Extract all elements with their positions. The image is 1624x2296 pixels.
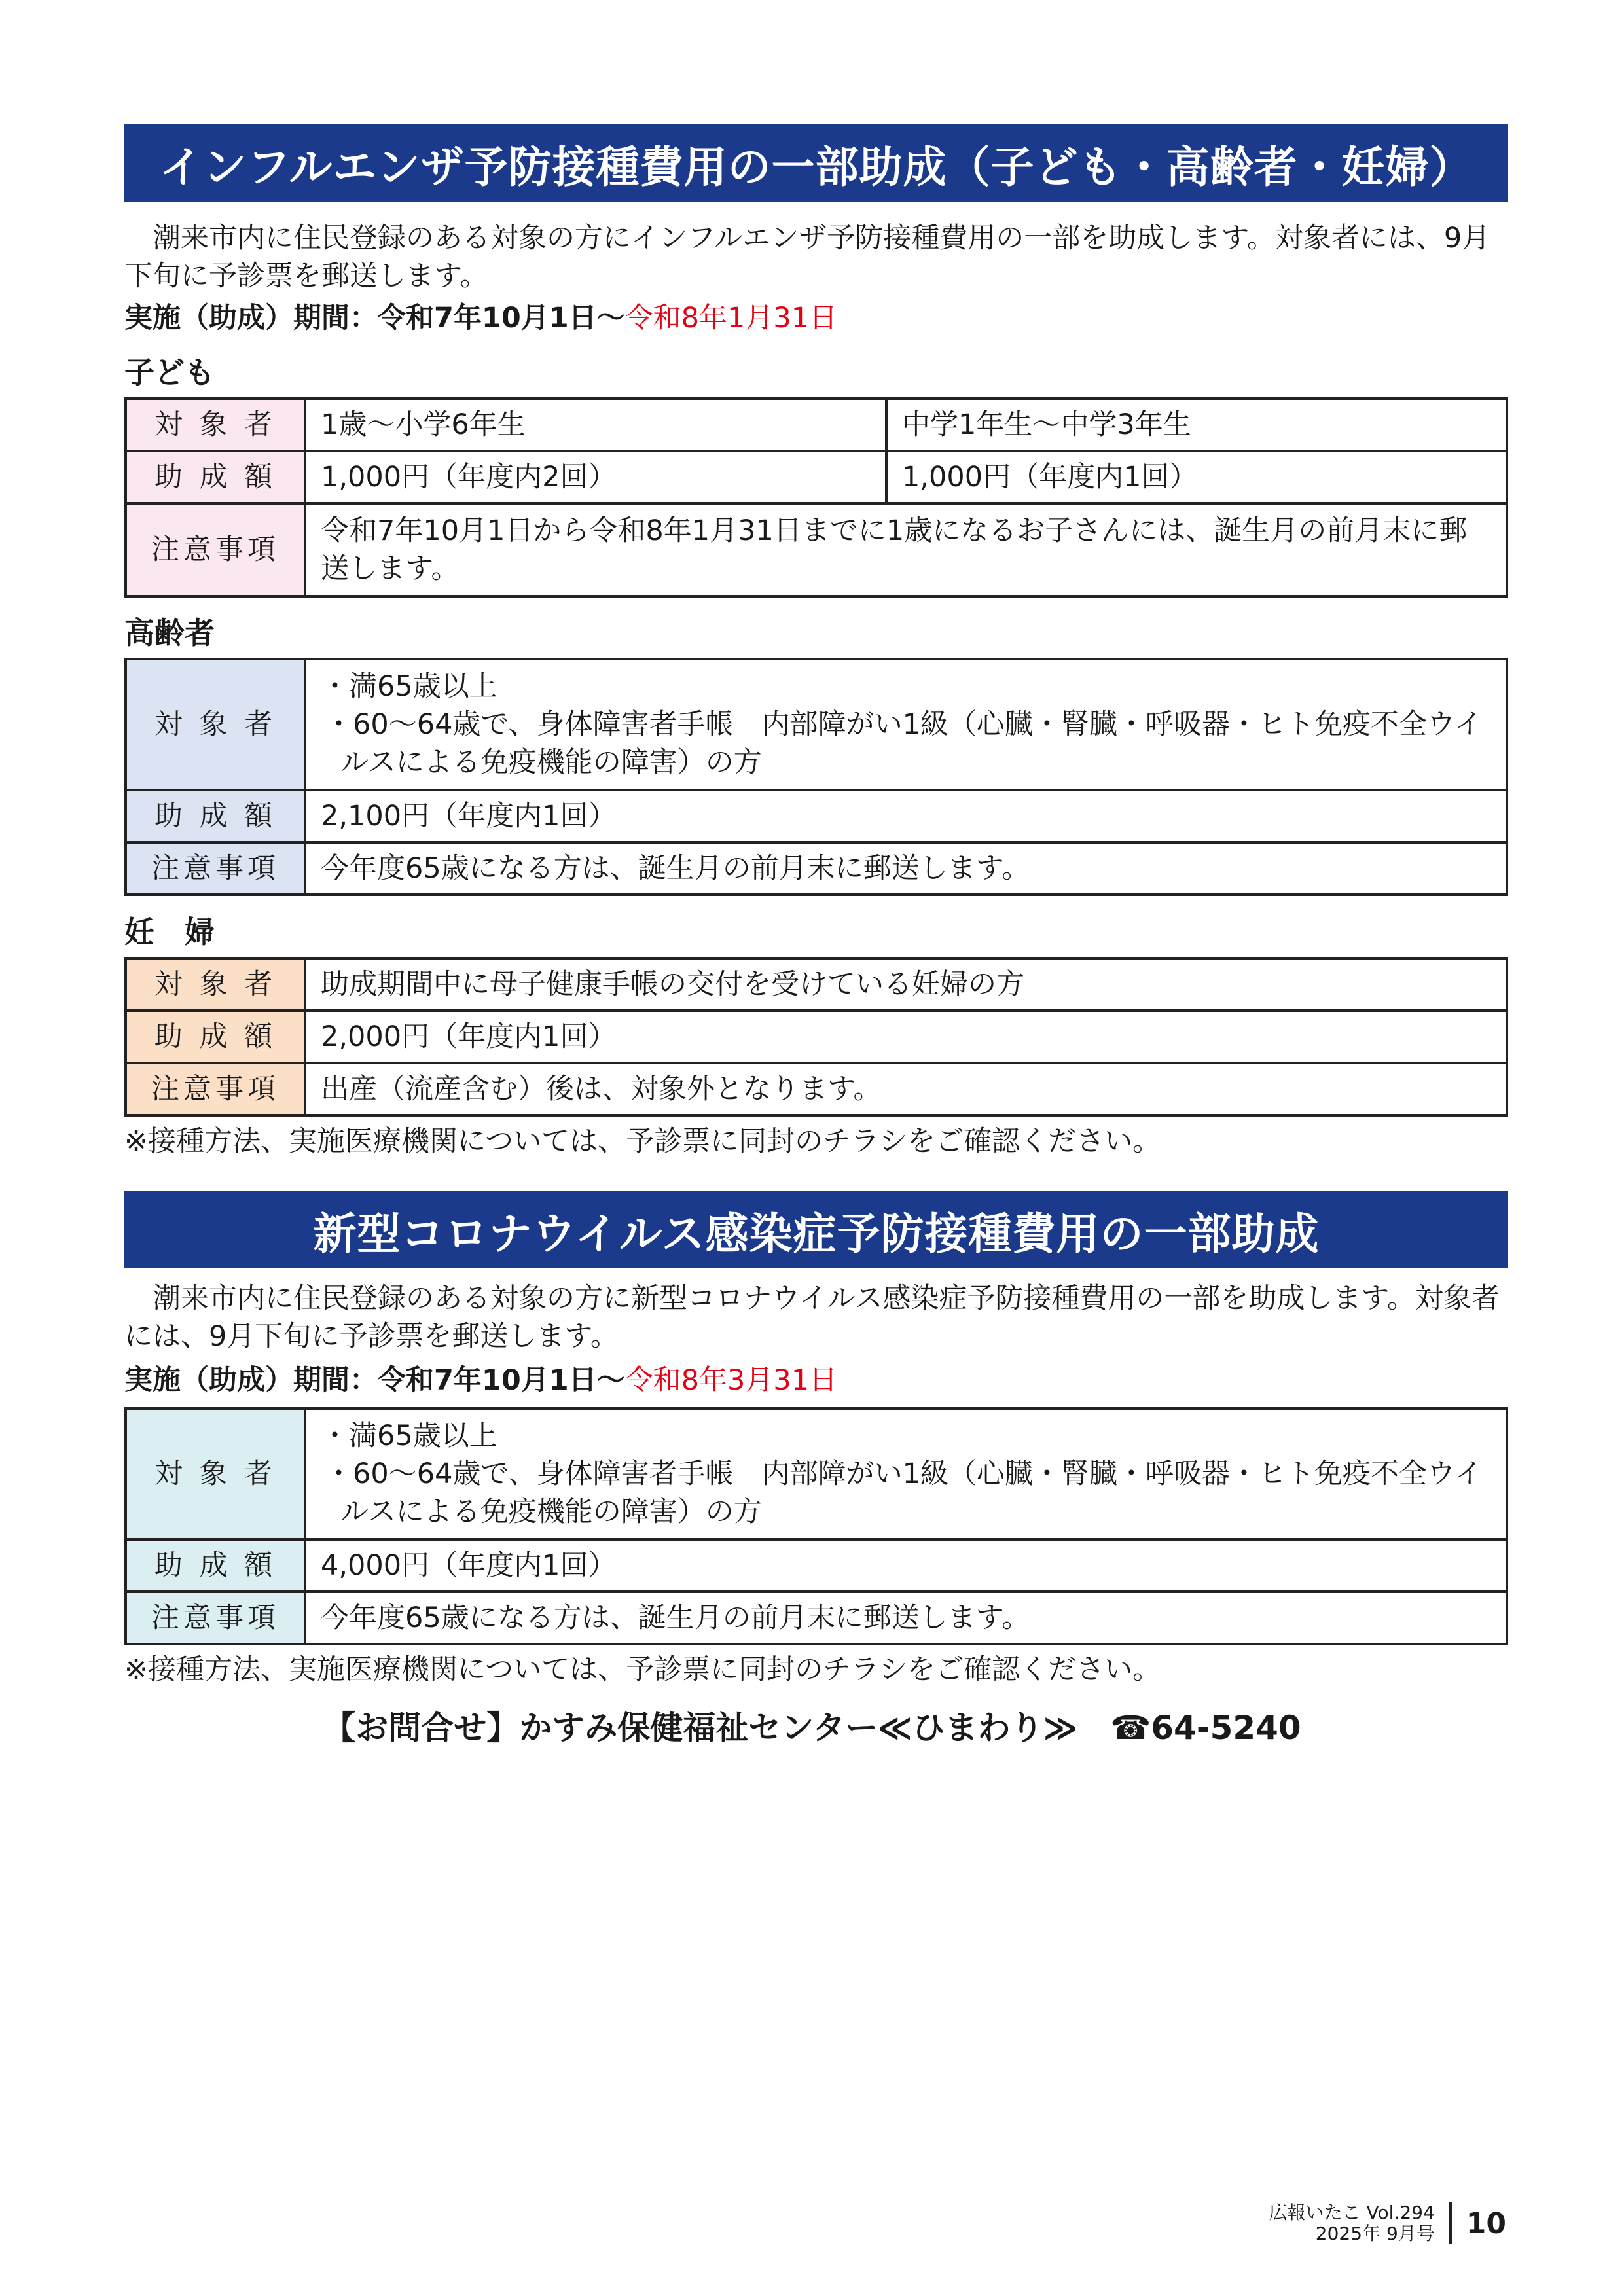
- elderly-table: [124, 658, 1508, 896]
- children-target-a: 1歳〜小学6年生: [305, 399, 886, 451]
- children-notes-row: [126, 503, 1507, 596]
- influenza-period-end: 令和8年1月31日: [624, 302, 838, 334]
- covid-target: [305, 1408, 1507, 1539]
- elderly-heading: 高齢者: [124, 615, 215, 651]
- pregnant-table: [124, 957, 1508, 1117]
- elderly-target-label: 対 象 者: [126, 659, 305, 790]
- elderly-target-1: ・満65歳以上: [321, 670, 497, 703]
- elderly-notes-row: [126, 842, 1507, 895]
- page-footer: [1269, 2202, 1506, 2244]
- covid-amount-row: [126, 1539, 1507, 1592]
- pregnant-target: 助成期間中に母子健康手帳の交付を受けている妊婦の方: [305, 958, 1507, 1011]
- footer-issue: 2025年 9月号: [1315, 2223, 1435, 2244]
- children-notes-label: 注意事項: [126, 503, 305, 596]
- influenza-intro: 潮来市内に住民登録のある対象の方にインフルエンザ予防接種費用の一部を助成します。対象者には、9月下旬に予診票を郵送します。: [124, 222, 1490, 293]
- children-target-b: 中学1年生〜中学3年生: [886, 399, 1507, 451]
- covid-amount-label: 助 成 額: [126, 1539, 305, 1592]
- covid-footnote: ※接種方法、実施医療機関については、予診票に同封のチラシをご確認ください。: [124, 1653, 1161, 1686]
- children-table: [124, 397, 1508, 598]
- contact-info: 【お問合せ】かすみ保健福祉センター≪ひまわり≫ ☎64-5240: [323, 1709, 1301, 1747]
- children-amount-row: [126, 451, 1507, 503]
- influenza-period: 実施（助成）期間：令和7年10月1日〜令和8年1月31日: [124, 302, 838, 334]
- elderly-amount: 2,100円（年度内1回）: [305, 790, 1507, 842]
- pregnant-amount-row: [126, 1011, 1507, 1063]
- children-amount-a: 1,000円（年度内2回）: [305, 451, 886, 503]
- pregnant-notes: 出産（流産含む）後は、対象外となります。: [305, 1063, 1507, 1115]
- covid-period: 実施（助成）期間：令和7年10月1日〜令和8年3月31日: [124, 1364, 838, 1397]
- influenza-footnote: ※接種方法、実施医療機関については、予診票に同封のチラシをご確認ください。: [124, 1125, 1161, 1158]
- pregnant-amount-label: 助 成 額: [126, 1011, 305, 1063]
- covid-target-2: ・60〜64歳で、身体障害者手帳 内部障がい1級（心臓・腎臓・呼吸器・ヒト免疫不全ウイルスによる免疫機能の障害）の方: [325, 1458, 1483, 1528]
- children-target-row: [126, 399, 1507, 451]
- footer-publication: 広報いたこ Vol.294: [1269, 2202, 1435, 2223]
- covid-intro: 潮来市内に住民登録のある対象の方に新型コロナウイルス感染症予防接種費用の一部を助成します。対象者には、9月下旬に予診票を郵送します。: [124, 1282, 1500, 1353]
- pregnant-heading: 妊 婦: [124, 914, 215, 950]
- elderly-amount-row: [126, 790, 1507, 842]
- elderly-target-2: ・60〜64歳で、身体障害者手帳 内部障がい1級（心臓・腎臓・呼吸器・ヒト免疫不全ウイルスによる免疫機能の障害）の方: [325, 708, 1483, 779]
- covid-period-end: 令和8年3月31日: [624, 1364, 838, 1397]
- pregnant-notes-label: 注意事項: [126, 1063, 305, 1115]
- covid-title: 新型コロナウイルス感染症予防接種費用の一部助成: [313, 1208, 1320, 1259]
- elderly-amount-label: 助 成 額: [126, 790, 305, 842]
- children-amount-label: 助 成 額: [126, 451, 305, 503]
- covid-table: [124, 1407, 1508, 1645]
- pregnant-target-label: 対 象 者: [126, 958, 305, 1011]
- covid-title-banner: [124, 1191, 1508, 1268]
- covid-notes-label: 注意事項: [126, 1592, 305, 1644]
- covid-target-1: ・満65歳以上: [321, 1420, 497, 1452]
- covid-target-label: 対 象 者: [126, 1408, 305, 1539]
- influenza-title-banner: [124, 124, 1508, 202]
- page-number: 10: [1466, 2206, 1506, 2240]
- covid-notes: 今年度65歳になる方は、誕生月の前月末に郵送します。: [305, 1592, 1507, 1644]
- pregnant-amount: 2,000円（年度内1回）: [305, 1011, 1507, 1063]
- elderly-target: [305, 659, 1507, 790]
- covid-amount: 4,000円（年度内1回）: [305, 1539, 1507, 1592]
- pregnant-notes-row: [126, 1063, 1507, 1115]
- covid-target-row: [126, 1408, 1507, 1539]
- influenza-title: インフルエンザ予防接種費用の一部助成（子ども・高齢者・妊婦）: [159, 141, 1473, 192]
- children-target-label: 対 象 者: [126, 399, 305, 451]
- elderly-target-row: [126, 659, 1507, 790]
- pregnant-target-row: [126, 958, 1507, 1011]
- elderly-notes: 今年度65歳になる方は、誕生月の前月末に郵送します。: [305, 842, 1507, 895]
- covid-notes-row: [126, 1592, 1507, 1644]
- children-notes: 令和7年10月1日から令和8年1月31日までに1歳になるお子さんには、誕生月の前月末に郵送します。: [305, 503, 1507, 596]
- elderly-notes-label: 注意事項: [126, 842, 305, 895]
- footer-publication-info: [1269, 2202, 1452, 2244]
- children-amount-b: 1,000円（年度内1回）: [886, 451, 1507, 503]
- children-heading: 子ども: [124, 355, 215, 390]
